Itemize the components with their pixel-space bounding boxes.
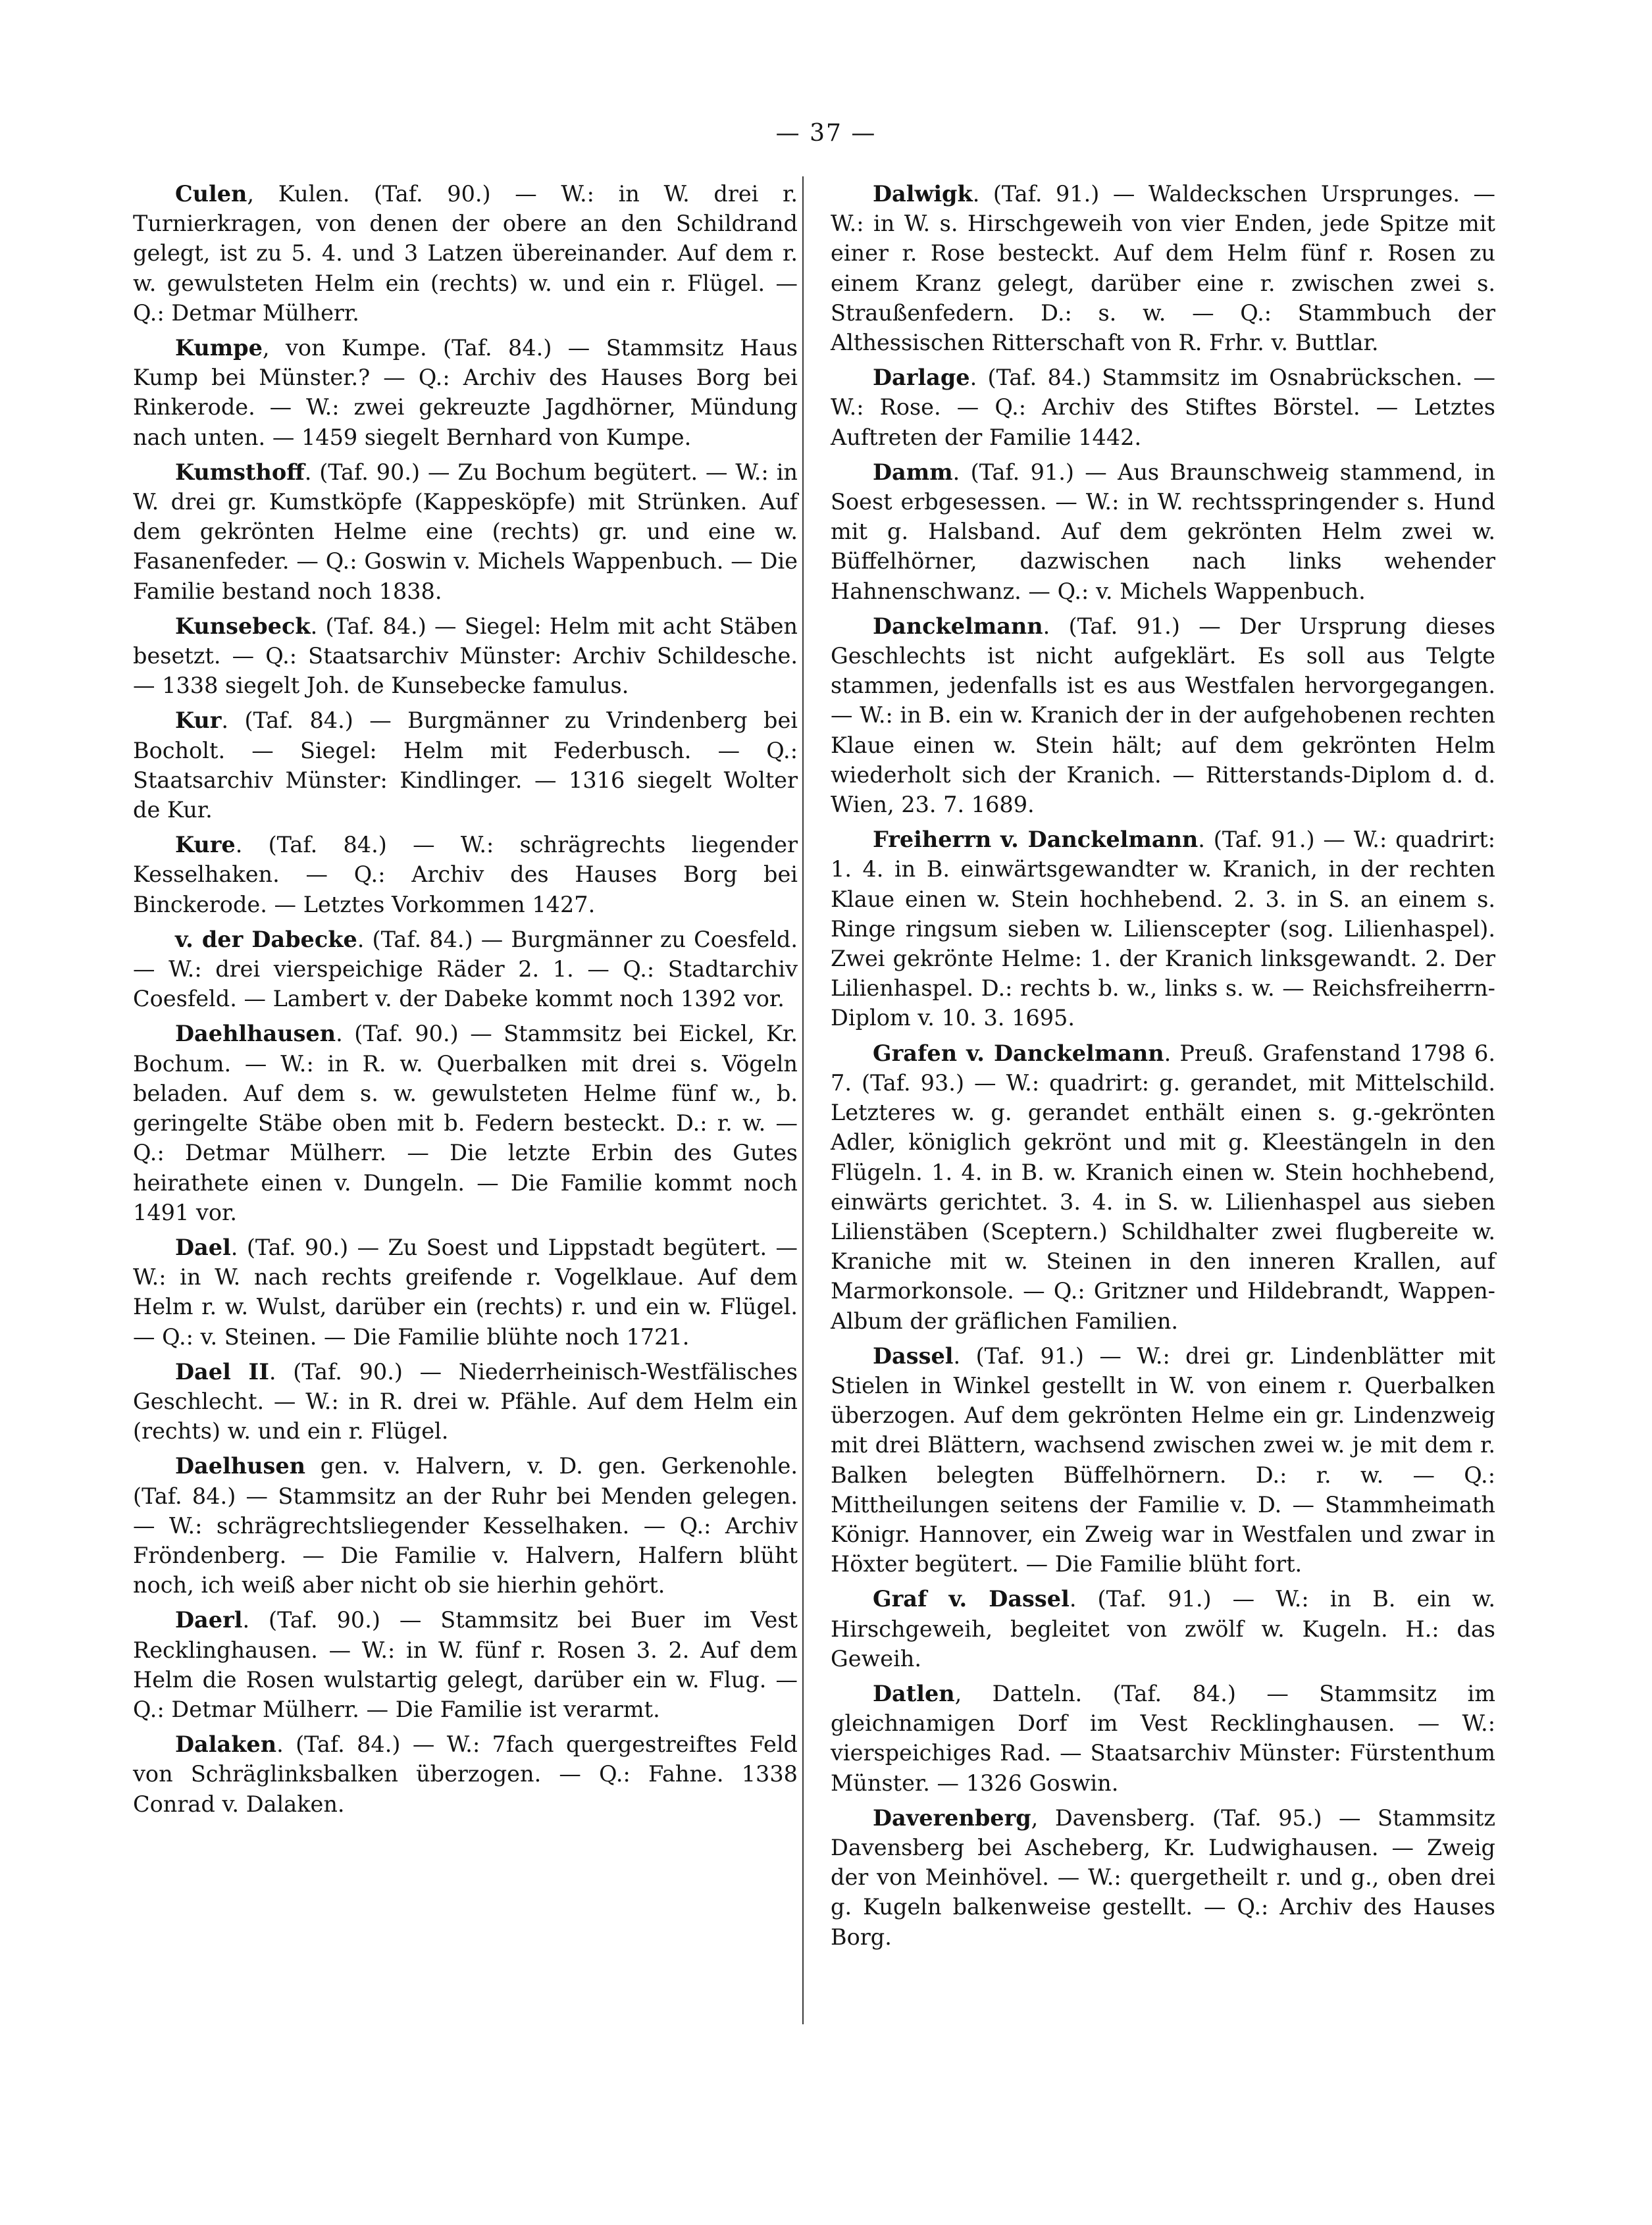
entry-text: . (Taf. 91.) — W.: quadrirt: 1. 4. in B. einwärtsgewandter w. Kranich, in der rechten Klaue einen w. Stein hochhebend. 2. 3. in S. an einem s. Ringe ringsum sieben w. Lilienscepter (sog. Lilienhaspel). Zwei gekrönte Helme: 1. der Kranich linksgewandt. 2. Der Lilienhaspel. D.: rechts b. w., links s. w. — Reichsfreiherrn-Diplom v. 10. 3. 1695.	[831, 827, 1495, 1031]
entry-text: . (Taf. 91.) — Der Ursprung dieses Geschlechts ist nicht aufgeklärt. Es soll aus Telgte stammen, jedenfalls ist es aus Westfalen hervorgegangen. — W.: in B. ein w. Kranich der in der aufgehobenen rechten Klaue einen w. Stein hält; auf dem gekrönten Helm wiederholt sich der Kranich. — Ritterstands-Diplom d. d. Wien, 23. 7. 1689.	[831, 613, 1495, 818]
entry	[133, 1729, 798, 1819]
entry-text: , Datteln. (Taf. 84.) — Stammsitz im gleichnamigen Dorf im Vest Recklinghausen. — W.: vierspeichiges Rad. — Staatsarchiv Münster: Fürstenthum Münster. — 1326 Goswin.	[831, 1680, 1495, 1796]
entry-head: Daerl	[175, 1607, 243, 1633]
entry	[831, 1341, 1495, 1579]
entry	[831, 1679, 1495, 1798]
entry-head: Dael II	[175, 1358, 269, 1385]
entry-text: . (Taf. 84.) — W.: schrägrechts liegender Kesselhaken. — Q.: Archiv des Hauses Borg bei Binckerode. — Letztes Vorkommen 1427.	[133, 832, 798, 917]
entry	[831, 1803, 1495, 1952]
entry-text: . (Taf. 84.) — Burgmänner zu Vrindenberg bei Bocholt. — Siegel: Helm mit Federbusch. — Q.: Staatsarchiv Münster: Kindlinger. — 1316 siegelt Wolter de Kur.	[133, 707, 798, 823]
entry-head: Culen	[175, 181, 247, 207]
entry-text: . (Taf. 91.) — Aus Braunschweig stammend, in Soest erbgesessen. — W.: in W. rechtsspringender s. Hund mit g. Halsband. Auf dem gekrönten Helm zwei w. Büffelhörner, dazwischen nach links wehender Hahnenschwanz. — Q.: v. Michels Wappenbuch.	[831, 459, 1495, 604]
entry-head: Freiherrn v. Danckelmann	[873, 827, 1199, 853]
entry-head: Dalaken	[175, 1731, 277, 1758]
entry	[831, 611, 1495, 819]
left-column	[133, 179, 798, 1824]
entry	[133, 830, 798, 919]
entry-head: Daverenberg	[873, 1804, 1031, 1831]
entry-text: gen. v. Halvern, v. D. gen. Gerkenohle. (Taf. 84.) — Stammsitz an der Ruhr bei Menden gelegen. — W.: schrägrechtsliegender Kesselhaken. — Q.: Archiv Fröndenberg. — Die Familie v. Halvern, Halfern blüht noch, ich weiß aber nicht ob sie hierhin gehört.	[133, 1453, 798, 1598]
entry	[133, 925, 798, 1014]
entry	[133, 457, 798, 606]
entry-text: . (Taf. 91.) — W.: drei gr. Lindenblätter mit Stielen in Winkel gestellt in W. von einem r. Querbalken überzogen. Auf dem gekrönten Helme ein gr. Lindenzweig mit drei Blättern, wachsend zwischen zwei w. je mit dem r. Balken belegten Büffelhörnern. D.: r. w. — Q.: Mittheilungen seitens der Familie v. D. — Stammheimath Königr. Hannover, ein Zweig war in Westfalen und zwar in Höxter begütert. — Die Familie blüht fort.	[831, 1343, 1495, 1577]
entry	[133, 1605, 798, 1724]
entry-head: Dalwigk	[873, 181, 973, 207]
entry	[831, 1584, 1495, 1674]
entry-text: . Preuß. Grafenstand 1798 6. 7. (Taf. 93.) — W.: quadrirt: g. gerandet, mit Mittelschild. Letzteres w. g. gerandet enthält einen s. g.-gekrönten Adler, königlich gekrönt und mit g. Kleestängeln in den Flügeln. 1. 4. in B. w. Kranich einen w. Stein hochhebend, einwärts gerichtet. 3. 4. in S. w. Lilienhaspel aus sieben Lilienstäben (Sceptern.) Schildhalter zwei flugbereite w. Kraniche mit w. Steinen in den inneren Krallen, auf Marmorkonsole. — Q.: Gritzner und Hildebrandt, Wappen-Album der gräflichen Familien.	[831, 1040, 1495, 1334]
entry-head: Kumsthoff	[175, 459, 305, 485]
page-number: — 37 —	[775, 120, 877, 147]
entry-text: . (Taf. 84.) Stammsitz im Osnabrückschen. — W.: Rose. — Q.: Archiv des Stiftes Börstel. — Letztes Auftreten der Familie 1442.	[831, 365, 1495, 450]
entry-head: Kumpe	[175, 335, 263, 361]
entry	[831, 363, 1495, 452]
entry-text: . (Taf. 90.) — Stammsitz bei Buer im Vest Recklinghausen. — W.: in W. fünf r. Rosen 3. 2. Auf dem Helm die Rosen wulstartig gelegt, darüber ein w. Flug. — Q.: Detmar Mülherr. — Die Familie ist verarmt.	[133, 1607, 798, 1722]
entry-text: , von Kumpe. (Taf. 84.) — Stammsitz Haus Kump bei Münster.? — Q.: Archiv des Hauses Borg bei Rinkerode. — W.: zwei gekreuzte Jagdhörner, Mündung nach unten. — 1459 siegelt Bernhard von Kumpe.	[133, 335, 798, 450]
column-divider	[802, 176, 804, 2024]
entry	[133, 611, 798, 701]
entry-head: Daehlhausen	[175, 1021, 336, 1047]
entry-text: . (Taf. 84.) — Burgmänner zu Coesfeld. — W.: drei vierspeichige Räder 2. 1. — Q.: Stadtarchiv Coesfeld. — Lambert v. der Dabeke kommt noch 1392 vor.	[133, 926, 798, 1012]
entry	[831, 1038, 1495, 1336]
entry-text: . (Taf. 91.) — W.: in B. ein w. Hirschgeweih, begleitet von zwölf w. Kugeln. H.: das Geweih.	[831, 1586, 1495, 1672]
entry-head: v. der Dabecke	[175, 926, 357, 952]
entry-text: . (Taf. 90.) — Niederrheinisch-Westfälisches Geschlecht. — W.: in R. drei w. Pfähle. Auf dem Helm ein (rechts) w. und ein r. Flügel.	[133, 1358, 798, 1445]
entry	[831, 825, 1495, 1033]
entry-text: . (Taf. 84.) — Siegel: Helm mit acht Stäben besetzt. — Q.: Staatsarchiv Münster: Archiv Schildesche. — 1338 siegelt Joh. de Kunsebecke famulus.	[133, 613, 798, 699]
entry-text: . (Taf. 90.) — Stammsitz bei Eickel, Kr. Bochum. — W.: in R. w. Querbalken mit drei s. Vögeln beladen. Auf dem s. w. gewulsteten Helme fünf w., b. geringelte Stäbe oben mit b. Federn besteckt. D.: r. w. — Q.: Detmar Mülherr. — Die letzte Erbin des Gutes heirathete einen v. Dungeln. — Die Familie kommt noch 1491 vor.	[133, 1021, 798, 1225]
entry	[133, 1357, 798, 1446]
entry-text: . (Taf. 90.) — Zu Soest und Lippstadt begütert. — W.: in W. nach rechts greifende r. Vogelklaue. Auf dem Helm r. w. Wulst, darüber ein (rechts) r. und ein w. Flügel. — Q.: v. Steinen. — Die Familie blühte noch 1721.	[133, 1234, 798, 1350]
entry-text: . (Taf. 90.) — Zu Bochum begütert. — W.: in W. drei gr. Kumstköpfe (Kappesköpfe) mit Strünken. Auf dem gekrönten Helme eine (rechts) gr. und eine w. Fasanenfeder. — Q.: Goswin v. Michels Wappenbuch. — Die Familie bestand noch 1838.	[133, 459, 798, 604]
entry-head: Dael	[175, 1234, 231, 1260]
entry	[831, 179, 1495, 357]
entry-head: Danckelmann	[873, 613, 1043, 639]
entry	[133, 1233, 798, 1352]
entry-head: Darlage	[873, 365, 970, 391]
right-column	[831, 179, 1495, 1957]
entry	[133, 1451, 798, 1600]
entry-text: , Davensberg. (Taf. 95.) — Stammsitz Davensberg bei Ascheberg, Kr. Ludwighausen. — Zweig der von Meinhövel. — W.: quergetheilt r. und g., oben drei g. Kugeln balkenweise gestellt. — Q.: Archiv des Hauses Borg.	[831, 1804, 1495, 1950]
entry	[831, 457, 1495, 606]
entry-head: Daelhusen	[175, 1453, 306, 1479]
entry-head: Datlen	[873, 1680, 955, 1706]
entry-head: Kure	[175, 832, 236, 858]
entry-text: , Kulen. (Taf. 90.) — W.: in W. drei r. Turnierkragen, von denen der obere an den Schildrand gelegt, ist zu 5. 4. und 3 Latzen übereinander. Auf dem r. w. gewulsteten Helm ein (rechts) w. und ein r. Flügel. — Q.: Detmar Mülherr.	[133, 181, 798, 326]
entry-head: Grafen v. Danckelmann	[873, 1040, 1164, 1066]
entry-head: Damm	[873, 459, 953, 485]
entry	[133, 333, 798, 452]
entry	[133, 705, 798, 825]
entry-head: Graf v. Dassel	[873, 1586, 1070, 1612]
entry-text: . (Taf. 84.) — W.: 7fach quergestreiftes Feld von Schräglinksbalken überzogen. — Q.: Fahne. 1338 Conrad v. Dalaken.	[133, 1731, 798, 1817]
entry-head: Dassel	[873, 1343, 954, 1369]
entry	[133, 179, 798, 328]
entry-text: . (Taf. 91.) — Waldeckschen Ursprunges. — W.: in W. s. Hirschgeweih von vier Enden, jede Spitze mit einer r. Rose besteckt. Auf dem Helm fünf r. Rosen zu einem Kranz gelegt, darüber eine r. zwischen zwei s. Straußenfedern. D.: s. w. — Q.: Stammbuch der Althessischen Ritterschaft von R. Frhr. v. Buttlar.	[831, 181, 1495, 356]
entry	[133, 1019, 798, 1227]
entry-head: Kur	[175, 707, 222, 734]
entry-head: Kunsebeck	[175, 613, 311, 639]
